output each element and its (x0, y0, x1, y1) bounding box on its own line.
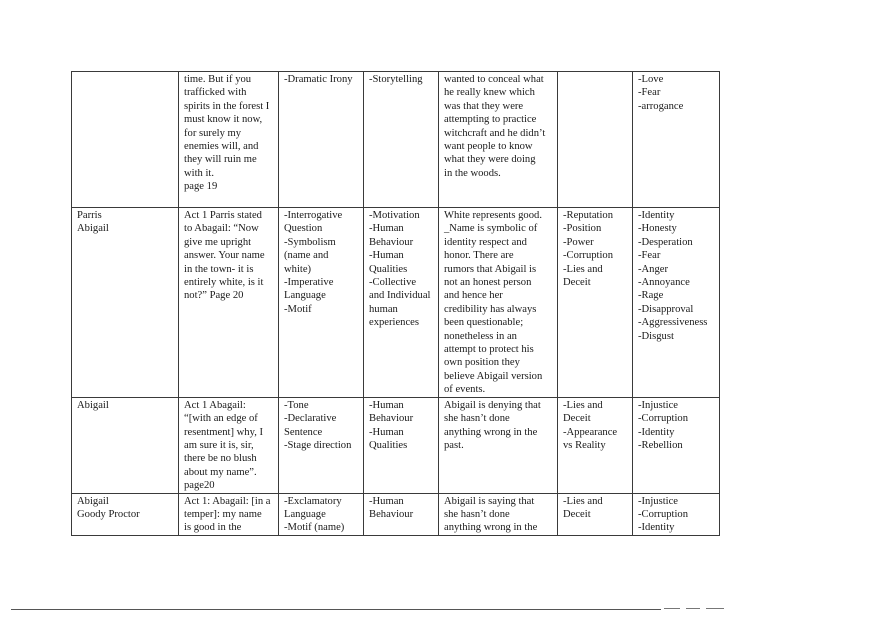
effect-cell (364, 208, 439, 398)
cell-line: -Power (563, 236, 594, 248)
cell-line: is good in the (184, 522, 242, 534)
cell-line: there be no blush (184, 453, 257, 465)
cell-line: -Fear (638, 87, 661, 99)
cell-line: -Reputation (563, 210, 614, 221)
cell-line: _Name is symbolic of (444, 223, 538, 235)
effect-cell (364, 397, 439, 493)
cell-line: anything wrong in the (444, 426, 538, 438)
cell-line: Abigail (77, 399, 109, 411)
cell-line: human (369, 303, 398, 315)
footer-dash (686, 608, 700, 609)
technique-cell (279, 493, 364, 535)
cell-line: am sure it is, sir, (184, 439, 254, 451)
cell-line: -Disapproval (638, 303, 694, 315)
cell-line: Qualities (369, 439, 408, 451)
cell-line: -Human (369, 495, 404, 507)
cell-line: -Declarative (284, 413, 337, 425)
cell-line: nonetheless in an (444, 330, 517, 342)
cell-line: Sentence (284, 426, 323, 438)
cell-line: Behaviour (369, 413, 414, 425)
cell-line: he really knew which (444, 87, 535, 99)
cell-line: -Corruption (638, 508, 689, 520)
cell-line: -Honesty (638, 223, 677, 235)
cell-line: Behaviour (369, 236, 414, 248)
cell-line: Abigail is denying that (444, 399, 541, 411)
cell-line: Parris (77, 210, 102, 221)
cell-line: -Love (638, 74, 664, 85)
table-row (72, 397, 720, 493)
cell-line: -Interrogative (284, 210, 343, 221)
cell-line: -Dramatic Irony (284, 74, 353, 85)
cell-line: Deceit (563, 277, 591, 289)
cell-line: Question (284, 223, 323, 235)
cell-line: -Injustice (638, 399, 679, 411)
cell-line: -Human (369, 426, 404, 438)
cell-line: -Collective (369, 277, 417, 289)
analysis-cell (439, 493, 558, 535)
cell-line: been questionable; (444, 317, 524, 329)
quote-cell (179, 493, 279, 535)
cell-line: in the town- it is (184, 263, 254, 275)
cell-line: page20 (184, 480, 215, 492)
cell-line: -Corruption (638, 413, 689, 425)
cell-line: Abigail (77, 223, 109, 235)
emotion-cell (633, 208, 720, 398)
cell-line: Act 1 Parris stated (184, 210, 262, 221)
cell-line: in the woods. (444, 167, 501, 179)
cell-line: “[with an edge of (184, 413, 258, 425)
cell-line: -Desperation (638, 236, 693, 248)
character-cell (72, 397, 179, 493)
cell-line: not an honest person (444, 277, 532, 289)
cell-line: -Fear (638, 250, 661, 262)
cell-line: trafficked with (184, 87, 247, 99)
cell-line: credibility has always (444, 303, 537, 315)
cell-line: -Motif (284, 303, 312, 315)
cell-line: with it. (184, 167, 215, 179)
cell-line: -Imperative (284, 277, 334, 289)
cell-line: they will ruin me (184, 154, 257, 166)
cell-line: -Lies and (563, 263, 603, 275)
technique-cell (279, 397, 364, 493)
cell-line: and hence her (444, 290, 503, 302)
cell-line: -Stage direction (284, 439, 352, 451)
cell-line: she hasn’t done (444, 508, 510, 520)
theme-cell (558, 493, 633, 535)
cell-line: Act 1 Abagail: (184, 399, 246, 411)
cell-line: own position they (444, 357, 520, 369)
cell-line: attempt to protect his (444, 344, 534, 356)
theme-cell (558, 397, 633, 493)
analysis-cell (439, 397, 558, 493)
cell-line: -Motif (name) (284, 522, 345, 534)
cell-line: -Annoyance (638, 277, 690, 289)
cell-line: Act 1: Abagail: [in a (184, 495, 271, 507)
cell-line: Behaviour (369, 508, 414, 520)
cell-line: enemies will, and (184, 141, 259, 153)
cell-line: to Abagail: “Now (184, 223, 259, 235)
cell-line: -Human (369, 399, 404, 411)
cell-line: must know it now, (184, 114, 263, 126)
theme-cell (558, 208, 633, 398)
emotion-cell (633, 72, 720, 208)
cell-line: spirits in the forest I (184, 100, 270, 112)
cell-line: -Corruption (563, 250, 614, 262)
cell-line: give me upright (184, 236, 252, 248)
cell-line: -Appearance (563, 426, 618, 438)
cell-line: was that they were (444, 100, 524, 112)
cell-line: -Identity (638, 426, 675, 438)
cell-line: Deceit (563, 508, 591, 520)
footer-dash (706, 608, 724, 609)
cell-line: (name and (284, 250, 329, 262)
cell-line: attempting to practice (444, 114, 537, 126)
cell-line: what they were doing (444, 154, 536, 166)
cell-line: she hasn’t done (444, 413, 510, 425)
cell-line: Language (284, 508, 326, 520)
analysis-cell (439, 208, 558, 398)
cell-line: want people to know (444, 141, 533, 153)
quote-cell (179, 72, 279, 208)
cell-line: -Identity (638, 522, 675, 534)
cell-line: Abigail (77, 495, 109, 507)
emotion-cell (633, 493, 720, 535)
cell-line: Goody Proctor (77, 508, 140, 520)
theme-cell (558, 72, 633, 208)
effect-cell (364, 493, 439, 535)
cell-line: witchcraft and he didn’t (444, 127, 546, 139)
cell-line: Deceit (563, 413, 591, 425)
cell-line: not?” Page 20 (184, 290, 244, 302)
cell-line: past. (444, 439, 464, 451)
character-cell (72, 72, 179, 208)
cell-line: resentment] why, I (184, 426, 264, 438)
cell-line: Abigail is saying that (444, 495, 535, 507)
table-row (72, 208, 720, 398)
cell-line: Language (284, 290, 326, 302)
cell-line: -Disgust (638, 330, 674, 342)
cell-line: -Storytelling (369, 74, 423, 85)
cell-line: -Aggressiveness (638, 317, 708, 329)
cell-line: -Position (563, 223, 602, 235)
cell-line: -Tone (284, 399, 309, 411)
cell-line: time. But if you (184, 74, 252, 85)
quote-cell (179, 397, 279, 493)
table-row (72, 493, 720, 535)
cell-line: identity respect and (444, 236, 527, 248)
cell-line: anything wrong in the (444, 522, 538, 534)
cell-line: Qualities (369, 263, 408, 275)
cell-line: -Lies and (563, 495, 603, 507)
cell-line: experiences (369, 317, 419, 329)
technique-cell (279, 72, 364, 208)
cell-line: -Exclamatory (284, 495, 342, 507)
cell-line: -Identity (638, 210, 675, 221)
cell-line: -Human (369, 250, 404, 262)
cell-line: page 19 (184, 181, 218, 193)
footer-dash (664, 608, 680, 609)
cell-line: -arrogance (638, 100, 684, 112)
effect-cell (364, 72, 439, 208)
cell-line: vs Reality (563, 439, 606, 451)
cell-line: -Symbolism (284, 236, 336, 248)
table-row (72, 72, 720, 208)
cell-line: -Human (369, 223, 404, 235)
cell-line: honor. There are (444, 250, 514, 262)
cell-line: -Lies and (563, 399, 603, 411)
analysis-table (71, 71, 720, 536)
character-cell (72, 493, 179, 535)
cell-line: of events. (444, 384, 486, 396)
character-cell (72, 208, 179, 398)
cell-line: about my name”. (184, 466, 257, 478)
cell-line: entirely white, is it (184, 277, 264, 289)
cell-line: temper]: my name (184, 508, 262, 520)
cell-line: rumors that Abigail is (444, 263, 537, 275)
cell-line: -Rebellion (638, 439, 683, 451)
footer-rule (11, 609, 661, 610)
analysis-cell (439, 72, 558, 208)
cell-line: wanted to conceal what (444, 74, 544, 85)
cell-line: -Anger (638, 263, 669, 275)
cell-line: -Rage (638, 290, 664, 302)
technique-cell (279, 208, 364, 398)
emotion-cell (633, 397, 720, 493)
cell-line: believe Abigail version (444, 370, 543, 382)
cell-line: White represents good. (444, 210, 542, 221)
cell-line: for surely my (184, 127, 242, 139)
cell-line: white) (284, 263, 312, 275)
cell-line: -Motivation (369, 210, 420, 221)
cell-line: -Injustice (638, 495, 679, 507)
quote-cell (179, 208, 279, 398)
cell-line: answer. Your name (184, 250, 265, 262)
cell-line: and Individual (369, 290, 431, 302)
